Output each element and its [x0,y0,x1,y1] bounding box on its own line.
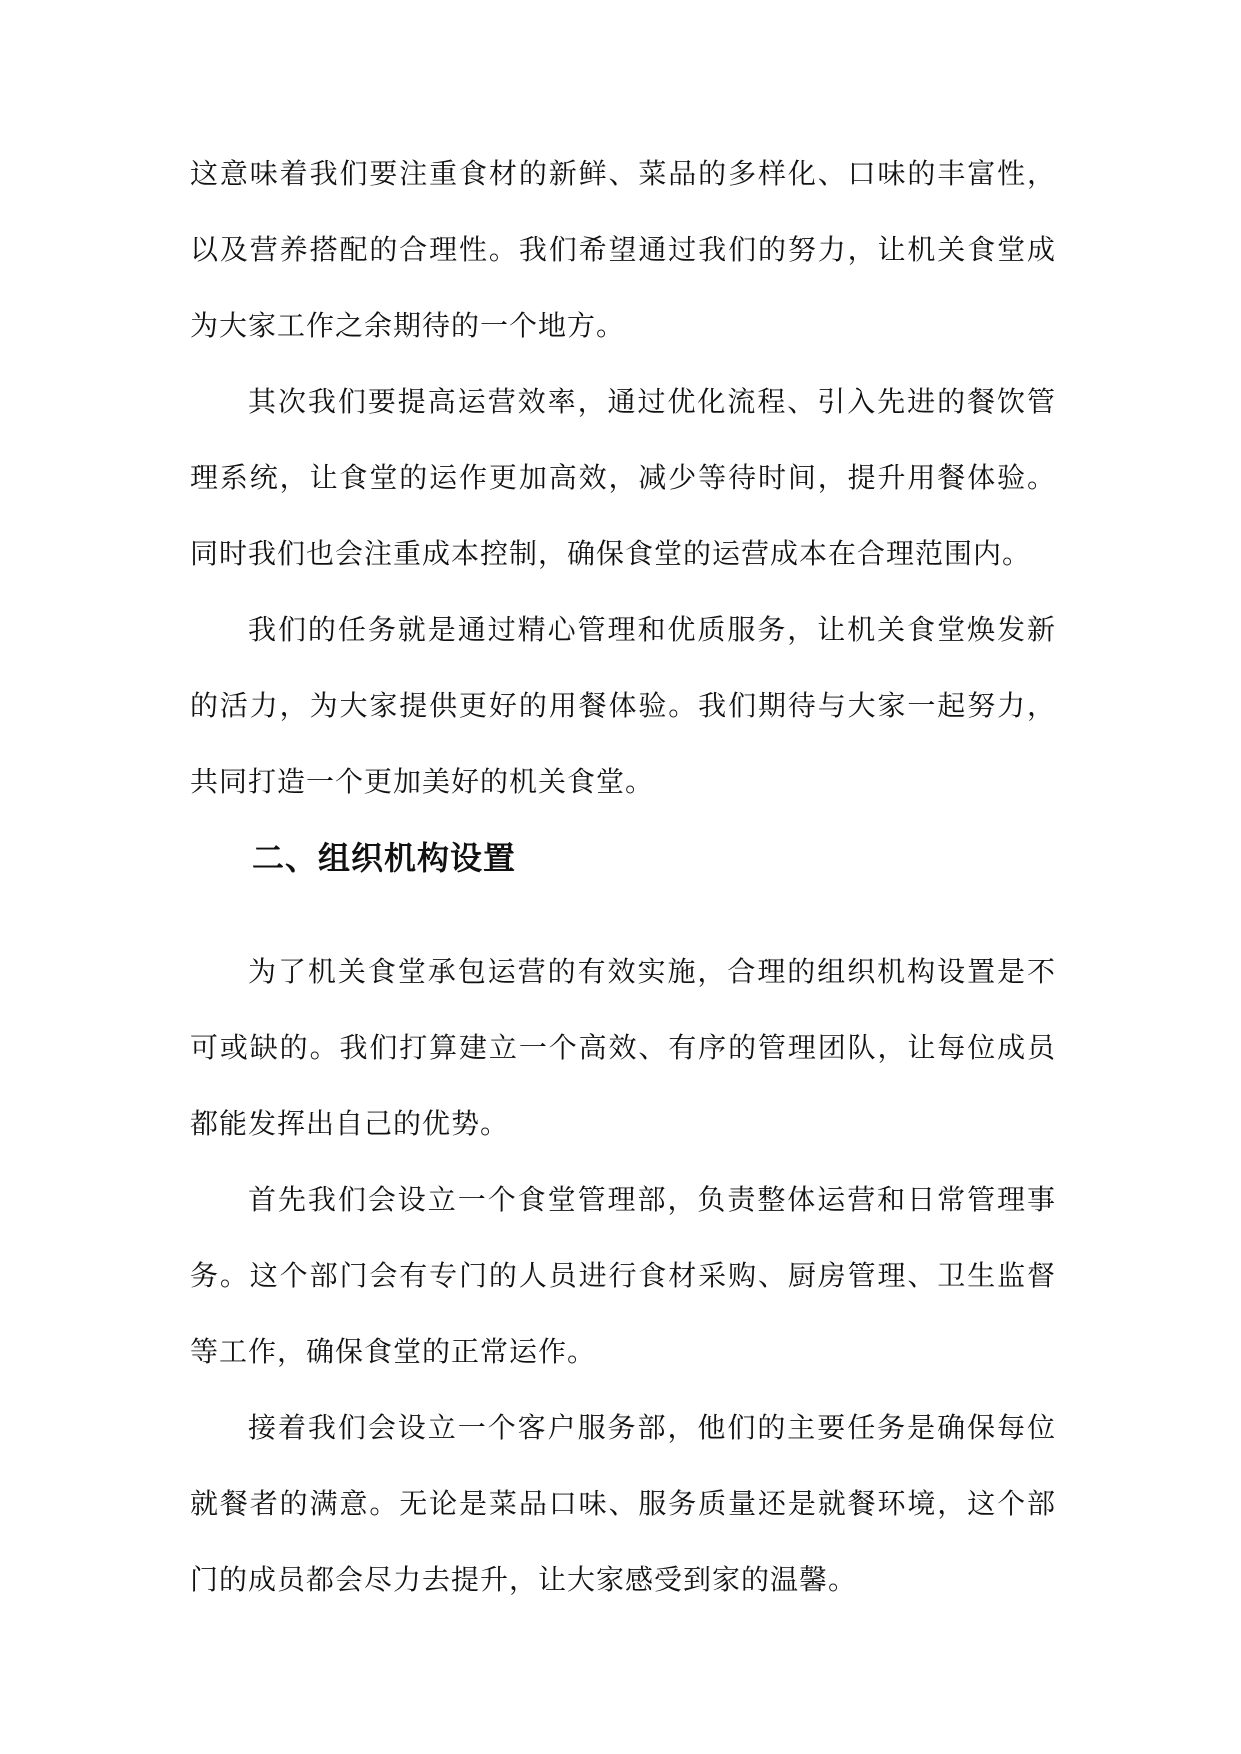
document-page [190,0,1056,1754]
paragraph-management-dept: 首先我们会设立一个食堂管理部，负责整体运营和日常管理事务。这个部门会有专门的人员进行食材采购、厨房管理、卫生监督等工作，确保食堂的正常运作。 [190,1183,1056,1368]
paragraph-customer-service-dept: 接着我们会设立一个客户服务部，他们的主要任务是确保每位就餐者的满意。无论是菜品口味、服务质量还是就餐环境，这个部门的成员都会尽力去提升，让大家感受到家的温馨。 [190,1411,1056,1596]
paragraph-org-intro: 为了机关食堂承包运营的有效实施，合理的组织机构设置是不可或缺的。我们打算建立一个高效、有序的管理团队，让每位成员都能发挥出自己的优势。 [190,955,1056,1140]
paragraph-mission: 我们的任务就是通过精心管理和优质服务，让机关食堂焕发新的活力，为大家提供更好的用餐体验。我们期待与大家一起努力，共同打造一个更加美好的机关食堂。 [190,613,1056,798]
paragraph-efficiency: 其次我们要提高运营效率，通过优化流程、引入先进的餐饮管理系统，让食堂的运作更加高效，减少等待时间，提升用餐体验。同时我们也会注重成本控制，确保食堂的运营成本在合理范围内。 [190,385,1056,570]
paragraph-continued: 这意味着我们要注重食材的新鲜、菜品的多样化、口味的丰富性，以及营养搭配的合理性。我们希望通过我们的努力，让机关食堂成为大家工作之余期待的一个地方。 [190,157,1056,342]
section-heading: 二、组织机构设置 [252,839,517,877]
